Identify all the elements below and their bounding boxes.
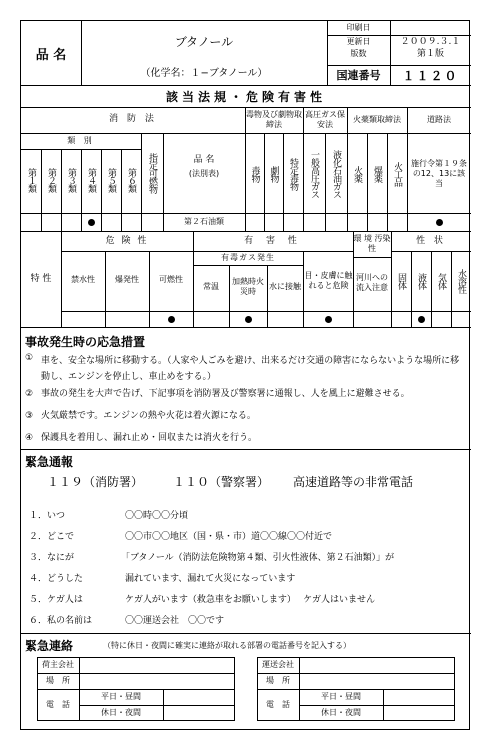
contact-note: （特に休日・夜間に確実に連絡が取れる部署の電話番号を記入する） <box>103 641 351 650</box>
class-1: 第１類 <box>26 168 36 192</box>
measure-num-1: ① <box>25 353 34 363</box>
fireworks: 火工品 <box>392 162 402 186</box>
report-label-1: １．いつ <box>29 511 66 521</box>
measure-num-3: ③ <box>25 411 34 421</box>
road-law: 道路法 <box>427 115 451 124</box>
flammable: 可燃性 <box>159 275 183 284</box>
measure-text-1: 車を、安全な場所に移動する。（人家や人ごみを避け、出来るだけ交通の障害にならないような場所に移動し、エンジンを停止し、車止めをする。） <box>41 356 460 382</box>
update-label: 更新日 <box>346 37 371 46</box>
eye-skin: 目・皮膚に触れると危険 <box>304 271 353 290</box>
lpg: 液化石油ガス <box>331 150 341 198</box>
version-label: 版数 <box>350 49 367 58</box>
report-label-6: ６．私の名前は <box>29 616 93 626</box>
yellow-card-sheet <box>20 20 470 730</box>
shipper-place-label: 場 所 <box>46 676 70 685</box>
carrier-day-label: 平日・昼間 <box>321 692 361 701</box>
river-caution: 河川への流入注意 <box>356 273 388 292</box>
report-value-2: 〇〇市〇〇地区（国・県・市）道〇〇線〇〇付近で <box>125 532 333 542</box>
gas-law: 高圧ガス保安法 <box>305 110 345 129</box>
specific-poison: 特定毒物 <box>288 158 298 190</box>
designated-flammable: 指定可燃物 <box>147 153 157 193</box>
report-value-4: 漏れています、漏れて火災になっています <box>125 574 296 584</box>
toxic-gas-header: 有毒ガス発生 <box>221 253 275 262</box>
print-date-label: 印刷日 <box>346 23 371 32</box>
product-name: ブタノール <box>174 34 234 49</box>
danger-header: 危 険 性 <box>105 235 149 246</box>
report-label-5: ５．ケガ人は <box>29 595 83 605</box>
carrier-place-label: 場 所 <box>266 676 290 685</box>
row-product: 第２石油類 <box>184 217 224 226</box>
gunpowder: 火薬 <box>352 166 362 182</box>
water-soluble: 水溶性 <box>456 269 466 293</box>
explosive-law: 火薬類取締法 <box>353 115 401 124</box>
measures-title: 事故発生時の応急措置 <box>25 335 146 349</box>
regulations-title: 該当法規・危険有害性 <box>165 89 326 104</box>
class-3: 第３類 <box>66 168 76 192</box>
un-number: １１２０ <box>402 68 459 83</box>
liquid-mark <box>418 316 425 323</box>
heated-fire: 加熱時火災時 <box>232 277 264 296</box>
shipper-night-label: 休日・夜間 <box>101 708 141 717</box>
report-value-3: 「ブタノール（消防法危険物第４類、引火性液体、第２石油類）」が <box>121 553 395 563</box>
measure-text-3: 火気厳禁です。エンジンの熱や火花は着火源になる。 <box>41 411 256 421</box>
shipper-day-label: 平日・昼間 <box>101 692 141 701</box>
fire-law: 消 防 法 <box>109 113 157 124</box>
name-label: 品 名 <box>35 47 67 63</box>
poison: 毒物 <box>249 166 260 182</box>
env-header: 環 境 汚染性 <box>353 234 391 253</box>
carrier-night-label: 休日・夜間 <box>321 708 361 717</box>
class-5: 第５類 <box>106 168 116 192</box>
class-2: 第２類 <box>46 168 56 192</box>
measure-text-4: 保護具を着用し、漏れ止め・回収または消火を行う。 <box>41 433 258 443</box>
general-gas: 一般高圧ガス <box>309 150 319 198</box>
update-date: ２００９.３.１ <box>400 37 461 47</box>
report-value-1: 〇〇時〇〇分頃 <box>125 511 189 521</box>
normal-temp: 常温 <box>203 282 219 291</box>
properties-header: 性 状 <box>416 235 446 246</box>
explosive-class: 爆薬 <box>372 166 382 182</box>
product-name-sub: (法別表) <box>188 169 220 178</box>
class-6: 第６類 <box>126 168 136 192</box>
fire-number: １１９（消防署） <box>47 475 144 489</box>
report-label-4: ４．どうした <box>29 574 84 584</box>
harmful-header: 有 害 性 <box>244 235 302 246</box>
eye-skin-mark <box>325 316 332 323</box>
deleterious: 劇物 <box>268 166 279 182</box>
print-date-value <box>390 21 471 35</box>
gas-state: 気体 <box>436 273 446 289</box>
police-number: １１０（警察署） <box>173 475 270 489</box>
report-label-2: ２．どこで <box>29 532 75 542</box>
measure-text-2: 事故の発生を大声で告げ、下記事項を消防署及び警察署に通報し、人を風上に避難させる。 <box>41 389 410 399</box>
version-value: 第１版 <box>416 49 444 59</box>
poison-law: 毒物及び劇物取締法 <box>246 110 302 129</box>
un-label: 国連番号 <box>336 69 381 82</box>
report-label-3: ３．なにが <box>29 553 75 563</box>
water-contact: 水に接触 <box>269 282 301 291</box>
flammable-mark <box>168 316 175 323</box>
shipper-phone-label: 電 話 <box>46 700 70 709</box>
product-name-header: 品 名 <box>193 155 215 165</box>
liquid: 液体 <box>416 273 426 289</box>
carrier-company-label: 運送会社 <box>262 660 294 669</box>
characteristic-label: 特 性 <box>30 273 52 284</box>
water-prohibited: 禁水性 <box>71 275 95 284</box>
solid: 固体 <box>396 273 406 289</box>
report-value-5: ケガ人がいます（救急車をお願いします） ケガ人はいません <box>125 595 376 605</box>
measure-num-4: ④ <box>25 433 34 443</box>
heated-fire-mark <box>245 316 252 323</box>
class-4-mark <box>88 219 95 226</box>
shipper-company-label: 荷主会社 <box>42 660 74 669</box>
measure-num-2: ② <box>25 389 34 399</box>
class-4: 第４類 <box>86 168 96 192</box>
road-mark <box>436 219 443 226</box>
report-title: 緊急通報 <box>25 455 74 469</box>
chemical-name: （化学名：１−ブタノール） <box>140 67 268 79</box>
report-value-6: 〇〇運送会社 〇〇です <box>125 616 225 626</box>
contact-title: 緊急連絡 <box>25 639 74 653</box>
class-label: 類 別 <box>67 136 95 145</box>
carrier-phone-label: 電 話 <box>266 700 290 709</box>
highway-phone: 高速道路等の非常電話 <box>293 475 414 489</box>
explosive-hazard: 爆発性 <box>115 275 139 284</box>
road-header: 施行令第１９条の12、13に該当 <box>411 159 467 188</box>
